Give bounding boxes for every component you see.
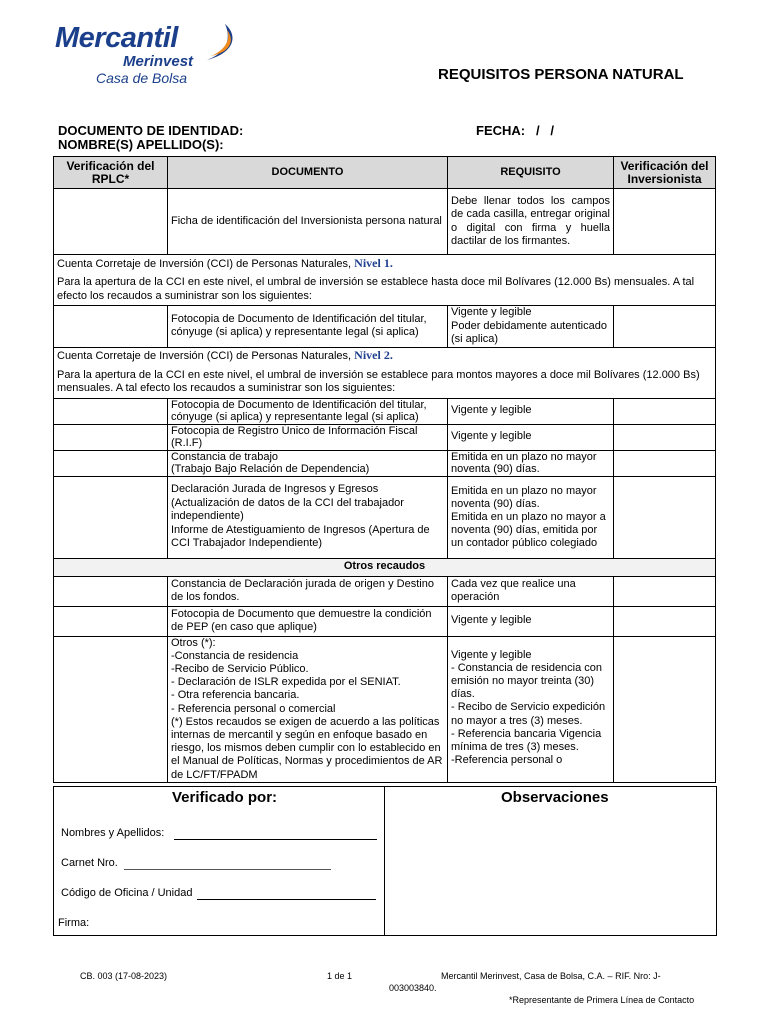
rplc-check-cell[interactable] [54, 189, 168, 255]
otros-recaudos-row [54, 558, 716, 576]
otros-recaudos-heading: Otros recaudos [54, 558, 716, 576]
inversionista-check-cell[interactable] [614, 306, 716, 348]
inversionista-check-cell[interactable] [614, 606, 716, 636]
documento-cell: Constancia de trabajo (Trabajo Bajo Relación de Dependencia) [168, 450, 448, 476]
inversionista-check-cell[interactable] [614, 424, 716, 450]
brand-sub-text: Merinvest [123, 53, 194, 70]
form-code: CB. 003 (17-08-2023) [80, 971, 168, 981]
nivel2-label: Nivel 2. [354, 348, 393, 363]
col-requisito-header: REQUISITO [448, 157, 614, 189]
table-header-row [54, 157, 716, 189]
verificado-heading: Verificado por: [172, 789, 278, 806]
inversionista-check-cell[interactable] [614, 636, 716, 782]
footnote: *Representante de Primera Línea de Contacto [509, 995, 695, 1005]
nivel1-description: Para la apertura de la CCI en este nivel, el umbral de inversión se establece hasta doce mil Bolívares (12.000 Bs) mensuales. A tal efecto los recaudos a suministrar son los siguientes: [57, 276, 695, 302]
nivel2-section-row [54, 347, 716, 398]
fecha-label: FECHA: / / [476, 123, 554, 138]
verification-box [53, 786, 717, 936]
inversionista-check-cell[interactable] [614, 476, 716, 558]
carnet-label: Carnet Nro. [61, 857, 118, 869]
documento-cell: Fotocopia de Documento de Identificación del titular, cónyuge (si aplica) y representante legal (si aplica) [168, 306, 448, 348]
table-row [54, 606, 716, 636]
company-line: Mercantil Merinvest, Casa de Bolsa, C.A. – RIF. Nro: J- [441, 971, 661, 981]
requisito-cell: Vigente y legible [448, 424, 614, 450]
table-row [54, 306, 716, 348]
requisito-cell: Vigente y legible [448, 606, 614, 636]
table-row [54, 424, 716, 450]
table-row [54, 636, 716, 782]
requisito-cell: Emitida en un plazo no mayor noventa (90) días. [448, 450, 614, 476]
codigo-oficina-field[interactable] [197, 899, 376, 900]
rplc-check-cell[interactable] [54, 636, 168, 782]
nivel2-intro: Cuenta Corretaje de Inversión (CCI) de Personas Naturales, [57, 350, 352, 363]
brand-tagline: Casa de Bolsa [96, 70, 188, 86]
codigo-oficina-label: Código de Oficina / Unidad [61, 887, 193, 899]
rplc-check-cell[interactable] [54, 424, 168, 450]
documento-cell: Fotocopia de Registro Único de Información Fiscal (R.I.F) [168, 424, 448, 450]
table-row [54, 450, 716, 476]
documento-cell: Constancia de Declaración jurada de origen y Destino de los fondos. [168, 576, 448, 606]
requirements-table [53, 156, 716, 783]
brand-swoosh-icon [197, 22, 239, 62]
observaciones-heading: Observaciones [501, 789, 609, 806]
inversionista-check-cell[interactable] [614, 576, 716, 606]
requisito-cell: Cada vez que realice una operación [448, 576, 614, 606]
requisito-cell: Vigente y legible Poder debidamente autenticado (si aplica) [448, 306, 614, 348]
rplc-check-cell[interactable] [54, 450, 168, 476]
documento-cell: Declaración Jurada de Ingresos y Egresos (Actualización de datos de la CCI del trabajador independiente) Informe de Atestiguamiento de Ingresos (Apertura de CCI Trabajador Independiente) [168, 476, 448, 558]
requisito-cell: Emitida en un plazo no mayor noventa (90) días. Emitida en un plazo no mayor a noventa (90) días, emitida por un contador público colegiado [448, 476, 614, 558]
rplc-check-cell[interactable] [54, 306, 168, 348]
brand-logo-text: Mercantil [55, 22, 178, 54]
table-row [54, 189, 716, 255]
doc-identidad-label: DOCUMENTO DE IDENTIDAD: [58, 123, 244, 138]
nivel2-description: Para la apertura de la CCI en este nivel, el umbral de inversión se establece para montos mayores a doce mil Bolívares (12.000 Bs) mensuales. A tal efecto los recaudos a suministrar son los siguientes: [57, 368, 700, 395]
otros-requisito-text: Vigente y legible - Constancia de residencia con emisión no mayor treinta (30) días. - Recibo de Servicio expedición no mayor a tres (3) meses. - Referencia bancaria Vigencia mínima de tres (3) meses. -Referencia personal o [451, 648, 606, 767]
table-row [54, 576, 716, 606]
inversionista-check-cell[interactable] [614, 398, 716, 424]
rplc-check-cell[interactable] [54, 606, 168, 636]
nombres-apellidos-label: Nombres y Apellidos: [61, 827, 165, 839]
rplc-check-cell[interactable] [54, 576, 168, 606]
page-title: REQUISITOS PERSONA NATURAL [438, 66, 684, 83]
col-rplc-header: Verificación del RPLC* [54, 157, 168, 189]
page-number: 1 de 1 [327, 971, 353, 981]
requisito-cell: Debe llenar todos los campos de cada casilla, entregar original o digital con firma y huella dactilar de los firmantes. [448, 189, 614, 255]
company-rif: 003003840. [389, 983, 437, 993]
rplc-check-cell[interactable] [54, 476, 168, 558]
requisito-cell [448, 636, 614, 782]
nivel1-section-row [54, 255, 716, 306]
table-row [54, 476, 716, 558]
nombres-apellidos-field[interactable] [174, 839, 377, 840]
documento-cell: Ficha de identificación del Inversionista persona natural [168, 189, 448, 255]
nombres-label: NOMBRE(S) APELLIDO(S): [58, 137, 224, 152]
requisito-cell: Vigente y legible [448, 398, 614, 424]
nivel1-label: Nivel 1. [354, 255, 393, 270]
verification-divider [384, 786, 385, 935]
otros-documento-text: Otros (*): -Constancia de residencia -Recibo de Servicio Público. - Declaración de ISLR expedida por el SENIAT. - Otra referencia bancaria. - Referencia personal o comercial (*) Estos recaudos se exigen de acuerdo a las políticas internas de mercantil y según en enfoque basado en riesgo, los mismos deben cumplir con lo establecido en el Manual de Políticas, Normas y procedimientos de AR de LC/FT/FPADM [171, 636, 443, 781]
documento-cell [168, 636, 448, 782]
rplc-check-cell[interactable] [54, 398, 168, 424]
col-inversionista-header: Verificación del Inversionista [614, 157, 716, 189]
nivel1-intro: Cuenta Corretaje de Inversión (CCI) de Personas Naturales, [57, 257, 352, 270]
documento-cell: Fotocopia de Documento que demuestre la condición de PEP (en caso que aplique) [168, 606, 448, 636]
col-documento-header: DOCUMENTO [168, 157, 448, 189]
firma-label: Firma: [58, 917, 90, 929]
inversionista-check-cell[interactable] [614, 450, 716, 476]
inversionista-check-cell[interactable] [614, 189, 716, 255]
table-row [54, 398, 716, 424]
documento-cell: Fotocopia de Documento de Identificación del titular, cónyuge (si aplica) y representante legal (si aplica) [168, 398, 448, 424]
carnet-field[interactable] [124, 869, 331, 870]
